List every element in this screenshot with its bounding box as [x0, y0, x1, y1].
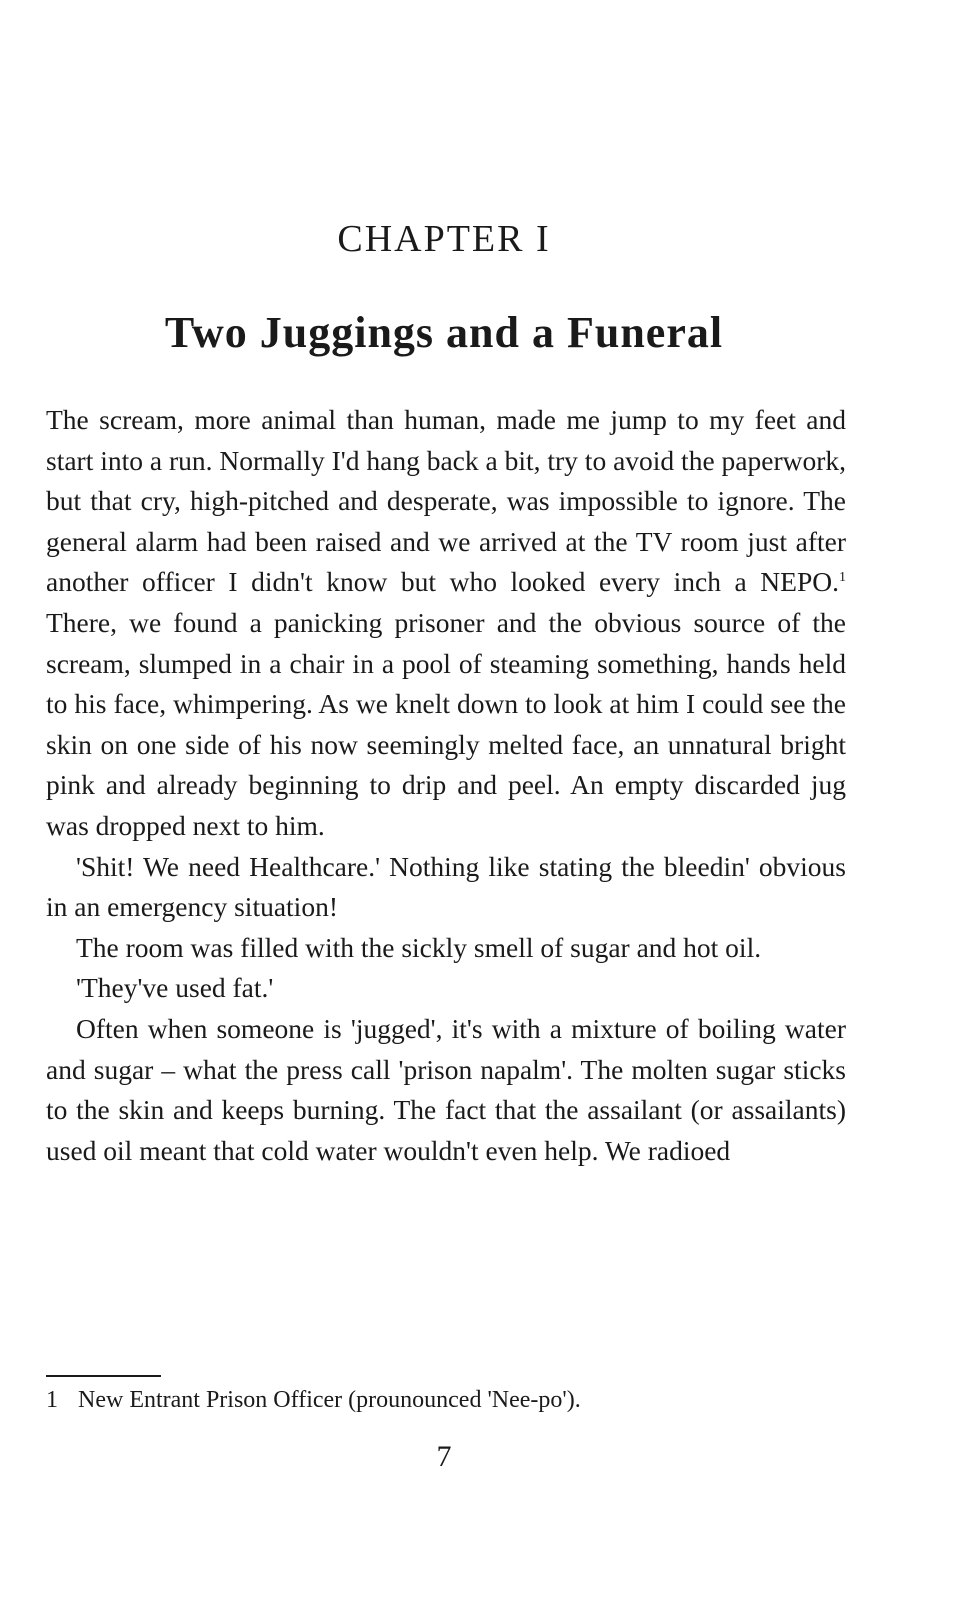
paragraph-4: 'They've used fat.'	[76, 972, 274, 1004]
footnote-divider	[46, 1375, 161, 1377]
body-text	[46, 400, 846, 1171]
paragraph-5: Often when someone is 'jugged', it's with a mixture of boiling water and sugar – what the press call 'prison napalm'. The molten sugar sticks to the skin and keeps burning. The fact that the assailant (or assailants) used oil meant that cold water wouldn't even help. We radioed	[46, 1012, 846, 1166]
paragraph-2: 'Shit! We need Healthcare.' Nothing like stating the bleedin' obvious in an emergency situation!	[46, 850, 846, 923]
paragraph-1-part-b: There, we found a panicking prisoner and the obvious source of the scream, slumped in a chair in a pool of steaming something, hands held to his face, whimpering. As we knelt down to look at him I could see the skin on one side of his now seemingly melted face, an unnatural bright pink and already beginning to drip and peel. An empty discarded jug was dropped next to him.	[46, 606, 846, 841]
paragraph-1	[46, 400, 846, 847]
footnote	[46, 1383, 846, 1417]
paragraph-3: The room was filled with the sickly smell of sugar and hot oil.	[76, 931, 762, 963]
footnote-reference: 1	[839, 570, 846, 586]
paragraph-1-part-a: The scream, more animal than human, made me jump to my feet and start into a run. Normally I'd hang back a bit, try to avoid the paperwork, but that cry, high-pitched and desperate, was impossible to ignore. The general alarm had been raised and we arrived at the TV room just after another officer I didn't know but who looked every inch a NEPO.	[46, 404, 846, 598]
footnote-number: 1	[46, 1387, 58, 1413]
chapter-title: Two Juggings and a Funeral	[164, 307, 724, 357]
page-number: 7	[436, 1440, 452, 1473]
chapter-number: CHAPTER I	[337, 218, 551, 261]
footnote-text: New Entrant Prison Officer (prounounced 'Nee-po').	[78, 1387, 581, 1413]
